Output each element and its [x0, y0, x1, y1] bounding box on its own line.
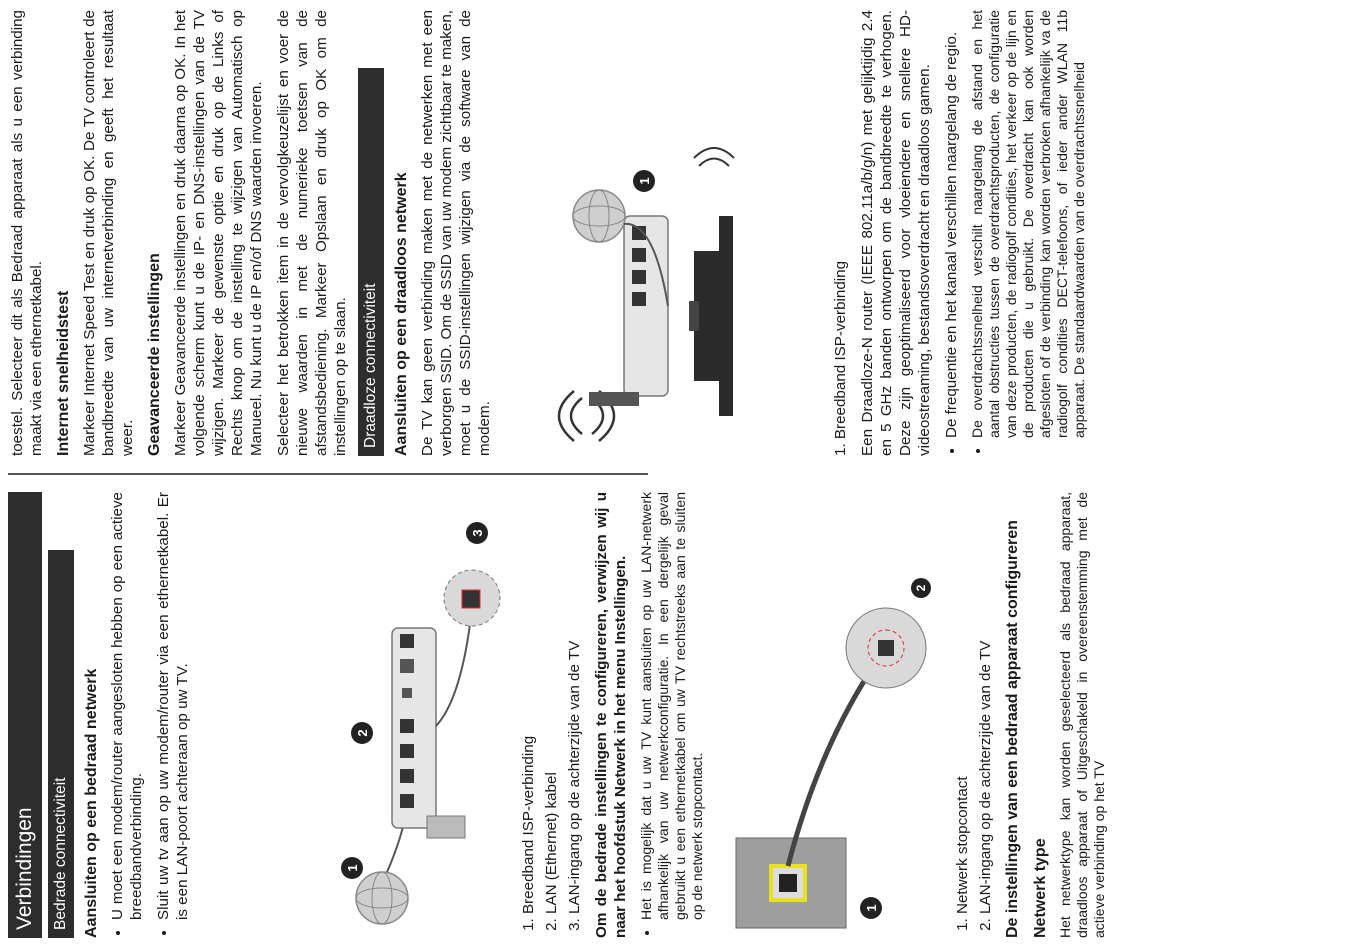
left-column [0, 492, 1340, 938]
wall-bullet: • Het is mogelijk dat u uw TV kunt aansluiten op uw LAN-netwerk afhankelijk van uw netwerkconfiguratie. In een dergelijk geval gebruikt u een ethernetkabel om uw TV rechtstreeks aan te sluiten op de netwerk stopcontact. [638, 492, 706, 920]
wired-legend-3: 3. LAN-ingang op de achterzijde van de TV [565, 492, 584, 914]
speed-bullet: • De overdrachtssnelheid verschilt naargelang de afstand en het aantal obstructies tussen de overdrachtsproducten, de configuratie van deze producten, de radiogolf condities, het verkeer op de lijn en de producten die u gebruikt. De overdracht kan ook worden afgesloten of de verbinding kan worden verbroken afhankelijk va de radiogolf condities DECT-telefoons, of ieder ander WLAN 11b apparaat. De standaardwaarden van de overdrachtssnelheid [969, 10, 1088, 438]
config-heading: De instellingen van een bedraad apparaat configureren [1004, 520, 1021, 938]
wall-diagram [716, 492, 941, 938]
marker-2-text: 2 [355, 729, 370, 737]
advanced-heading: Geavanceerde instellingen [146, 253, 163, 456]
wireless-legend-text: Breedband ISP-verbinding [832, 260, 849, 440]
wireless-diagram [504, 10, 819, 456]
speed-text: Markeer Internet Speed Test en druk op OK. De TV controleert de bandbreedte van uw internetverbinding en geeft het resultaat weer. [81, 10, 136, 456]
wired-legend [519, 492, 584, 938]
wireless-section-bar: Draadloze connectiviteit [358, 68, 384, 456]
wireless-legend-number: 1. [832, 443, 849, 456]
wall-diagram-svg [716, 492, 936, 938]
globe-icon-2 [573, 190, 625, 242]
wired-heading: Aansluiten op een bedraad netwerk [83, 668, 100, 938]
router-icon [392, 628, 465, 838]
wired-bullet-2: • Sluit uw tv aan op uw modem/router via een ethernetkabel. Er is een LAN-poort achteraan op uw TV. [154, 492, 192, 920]
page-title: Verbindingen [8, 492, 42, 938]
wall-bullets [638, 492, 706, 938]
wall-marker-2-text: 2 [914, 584, 928, 592]
right-column [0, 10, 1340, 456]
wireless-marker-1-text: 1 [637, 177, 652, 185]
wired-legend-2: 2. LAN (Ethernet) kabel [542, 492, 561, 914]
wired-diagram-svg [202, 492, 502, 938]
wireless-legend [831, 10, 850, 456]
tv-wifi-icon [694, 148, 734, 166]
wireless-heading: Aansluiten op een draadloos netwerk [393, 172, 410, 456]
wired-bullet-1: • U moet een modem/router aangesloten hebben op een actieve breedbandverbinding. [108, 492, 146, 920]
tv-port-zoom [846, 608, 926, 688]
tv-icon [689, 216, 733, 416]
wired-diagram [202, 492, 507, 938]
column-divider [8, 474, 648, 476]
configure-note: Om de bedrade instellingen te configureren, verwijzen wij u naar het hoofdstuk Netwerk in het menu Instellingen. [593, 492, 629, 938]
wired-section-bar: Bedrade connectiviteit [48, 550, 74, 938]
nettype-heading: Netwerk type [1032, 838, 1049, 938]
wireless-router-icon [589, 216, 668, 406]
wireless-diagram-svg [504, 10, 814, 456]
speed-heading: Internet snelheidstest [55, 290, 72, 456]
nettype-text: Het netwerktype kan worden geselecteerd als bedraad apparaat, draadloos apparaat of Uitgeschakeld in overeenstemming met de actieve verbinding op het TV [1057, 492, 1107, 938]
wall-legend [953, 492, 995, 938]
freq-bullet: • De frequentie en het kanaal verschillen naargelang de regio. [942, 10, 961, 438]
wireless-text: De TV kan geen verbinding maken met de netwerken met een verborgen SSID. Om de SSID van uw modem zichtbaar te maken, moet u de SSID-instellingen wijzigen via de software van de modem. [419, 10, 493, 456]
advanced-text-2: Selecteer het betrokken item in de vervolgkeuzelijst en voer de nieuwe waarden in met de numerieke toetsen van de afstandsbediening. Markeer Opslaan en druk op OK om de instellingen op te slaan. [275, 10, 349, 456]
wall-legend-2: 2. LAN-ingang op de achterzijde van de TV [976, 492, 995, 914]
wall-marker-1-text: 1 [864, 904, 879, 912]
wired-legend-1: 1. Breedband ISP-verbinding [519, 492, 538, 914]
wired-bullets [108, 492, 192, 938]
advanced-text-1: Markeer Geavanceerde instellingen en druk daarna op OK. In het volgende scherm kunt u de IP- en DNS-instellingen van de TV wijzigen. Markeer de gewenste optie en druk op de Links of Rechts knop om de instelling te wijzigen van Automatisch op Manueel. Nu kunt u de IP en/of DNS waarden invoeren. [172, 10, 265, 456]
wall-legend-1: 1. Netwerk stopcontact [953, 492, 972, 914]
marker-1-text: 1 [345, 864, 360, 872]
continuation-text: toestel. Selecteer dit als Bedraad apparaat als u een verbinding maakt via een ethernetkabel. [9, 10, 45, 456]
router-text: Een Draadloze-N router (IEEE 802.11a/b/g/n) met gelijktijdig 2.4 en 5 GHz banden ontworpen om de bandbreedte te verhogen. Deze zijn geoptimaliseerd voor vloeiendere en snellere HD-videostreaming, bestandsoverdracht en draadloos gamen. [859, 10, 933, 456]
marker-3-text: 3 [470, 529, 485, 537]
lan-port-zoom [444, 570, 500, 626]
wireless-bullets [942, 10, 1088, 456]
globe-icon [356, 872, 408, 924]
